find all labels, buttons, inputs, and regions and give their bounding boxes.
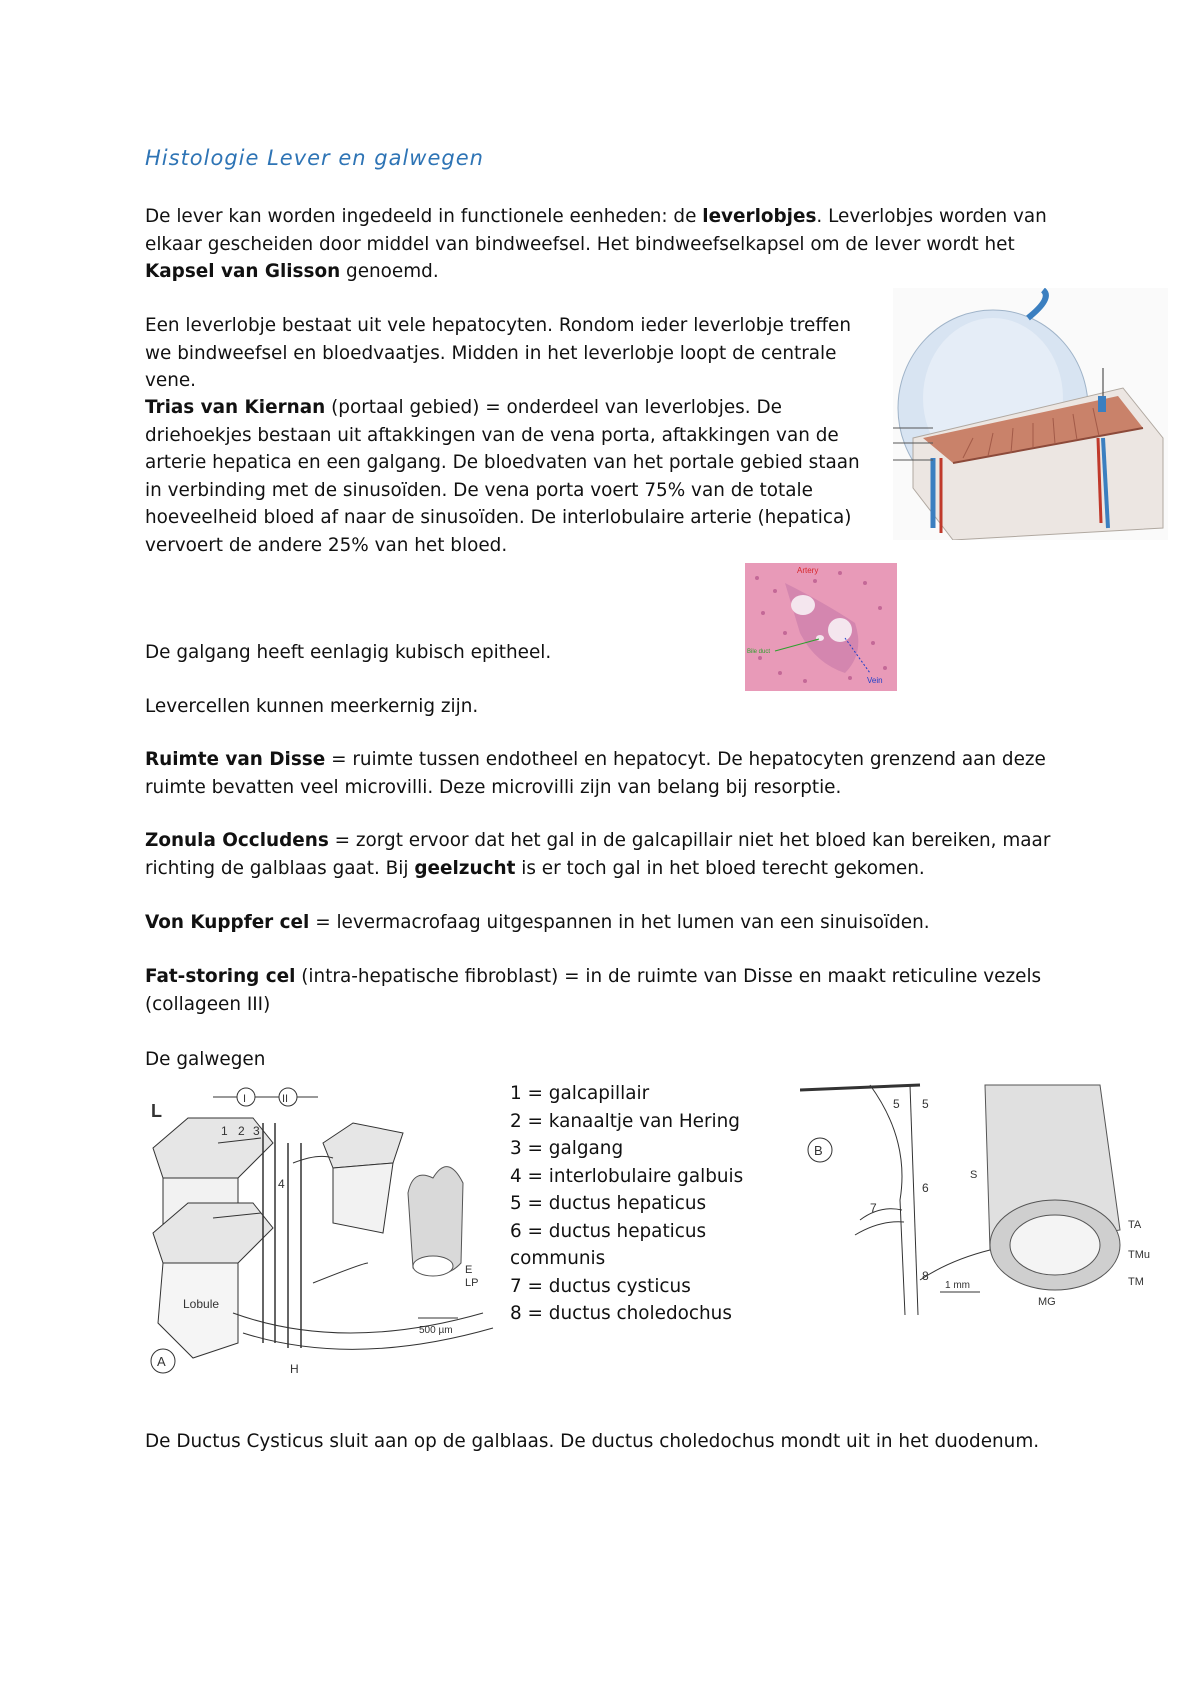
- text: De lever kan worden ingedeeld in functionele eenheden: de: [145, 206, 703, 227]
- legend-item: 7 = ductus cysticus: [510, 1275, 691, 1297]
- bile-duct-label: Bile duct: [747, 649, 771, 655]
- label-n8: 8: [922, 1269, 929, 1283]
- label-n6: 6: [922, 1181, 929, 1195]
- label-E: E: [465, 1264, 473, 1276]
- heading-galwegen: De galwegen: [145, 1049, 266, 1070]
- vein-label: Vein: [867, 676, 883, 685]
- label-n7: 7: [870, 1201, 877, 1215]
- text: = zorgt ervoor dat het gal in de galcapillair niet het bloed kan bereiken, maar richting de galblaas gaat. Bij: [145, 830, 1051, 879]
- bile-duct-diagram-b: [800, 1080, 1170, 1320]
- label-TM: TM: [1128, 1276, 1144, 1288]
- paragraph-fatstoring: [145, 963, 1075, 1018]
- bold-term: Trias van Kiernan: [145, 397, 326, 418]
- label-MG: MG: [1038, 1296, 1056, 1308]
- paragraph-zonula: [145, 827, 1075, 882]
- legend-item: 2 = kanaaltje van Hering: [510, 1110, 740, 1132]
- portal-triad-micrograph: [745, 563, 897, 691]
- text: (portaal gebied) = onderdeel van leverlobjes. De driehoekjes bestaan uit aftakkingen van de vena porta, aftakkingen van de arterie hepatica en een galgang. De bloedvaten van het portale gebied staan in verbinding met de sinusoïden. De vena porta voert 75% van de totale hoeveelheid bloed af naar de sinusoïden. De interlobulaire arterie (hepatica) vervoert de andere 25% van het bloed.: [145, 397, 860, 556]
- paragraph-disse: [145, 746, 1075, 801]
- paragraph-levercellen: Levercellen kunnen meerkernig zijn.: [145, 696, 479, 717]
- label-S: S: [970, 1169, 978, 1181]
- label-n4: 4: [278, 1177, 285, 1191]
- paragraph-galgang: De galgang heeft eenlagig kubisch epitheel.: [145, 642, 552, 663]
- legend-item: 8 = ductus choledochus: [510, 1303, 732, 1324]
- label-n2: 2: [238, 1124, 245, 1138]
- legend-item: 4 = interlobulaire galbuis: [510, 1165, 744, 1187]
- bold-term: Ruimte van Disse: [145, 749, 326, 770]
- label-L: L: [151, 1101, 162, 1121]
- figure-legend: [510, 1080, 750, 1328]
- bold-term: Von Kuppfer cel: [145, 912, 310, 933]
- label-A: A: [157, 1354, 166, 1369]
- paragraph-hepatocytes: Een leverlobje bestaat uit vele hepatocyten. Rondom ieder leverlobje treffen we bindweefsel en bloedvaatjes. Midden in het leverlobje loopt de centrale vene.: [145, 315, 852, 391]
- text: is er toch gal in het bloed terecht gekomen.: [515, 857, 925, 879]
- paragraph-trias: [145, 394, 875, 559]
- label-I: I: [243, 1093, 247, 1105]
- label-H: H: [290, 1362, 299, 1376]
- paragraph-ductus: De Ductus Cysticus sluit aan op de galblaas. De ductus choledochus mondt uit in het duodenum.: [145, 1431, 1040, 1452]
- paragraph-kuppfer: [145, 909, 1075, 937]
- liver-lobule-illustration: [893, 288, 1168, 540]
- text: (intra-hepatische fibroblast) = in de ruimte van Disse en maakt reticuline vezels (collageen III): [145, 966, 1042, 1015]
- bile-duct-diagram-a: [143, 1083, 500, 1378]
- label-B: B: [814, 1143, 823, 1158]
- artery-label: Artery: [797, 566, 819, 575]
- label-LP: LP: [465, 1277, 479, 1289]
- bold-term: Zonula Occludens: [145, 830, 329, 851]
- label-lobule: Lobule: [183, 1297, 220, 1311]
- label-TMu: TMu: [1128, 1249, 1150, 1261]
- label-scale-a: 500 µm: [419, 1325, 453, 1336]
- label-TA: TA: [1128, 1219, 1142, 1231]
- legend-item: 1 = galcapillair: [510, 1083, 650, 1104]
- text: . Leverlobjes worden van elkaar gescheiden door middel van bindweefsel. Het bindweefselkapsel om de lever wordt het: [145, 206, 1047, 255]
- bold-term: Fat-storing cel: [145, 966, 296, 987]
- bold-term: Kapsel van Glisson: [145, 261, 341, 282]
- label-n5b: 5: [922, 1097, 929, 1111]
- bold-term: geelzucht: [414, 857, 516, 879]
- text: = ruimte tussen endotheel en hepatocyt. De hepatocyten grenzend aan deze ruimte bevatten veel microvilli. Deze microvilli zijn van belang bij resorptie.: [145, 749, 1046, 798]
- legend-item: 6 = ductus hepaticus communis: [510, 1220, 707, 1269]
- legend-item: 3 = galgang: [510, 1138, 624, 1159]
- text: genoemd.: [340, 261, 439, 282]
- label-scale-b: 1 mm: [945, 1280, 970, 1291]
- page-title: Histologie Lever en galwegen: [145, 146, 484, 170]
- label-n5: 5: [893, 1097, 900, 1111]
- bold-term: leverlobjes: [702, 206, 817, 227]
- label-n1: 1: [221, 1124, 228, 1138]
- legend-item: 5 = ductus hepaticus: [510, 1193, 707, 1214]
- label-n3: 3: [253, 1124, 260, 1138]
- label-II: II: [282, 1093, 289, 1105]
- paragraph-lobules: [145, 203, 1075, 286]
- text: = levermacrofaag uitgespannen in het lumen van een sinuisoïden.: [309, 912, 930, 933]
